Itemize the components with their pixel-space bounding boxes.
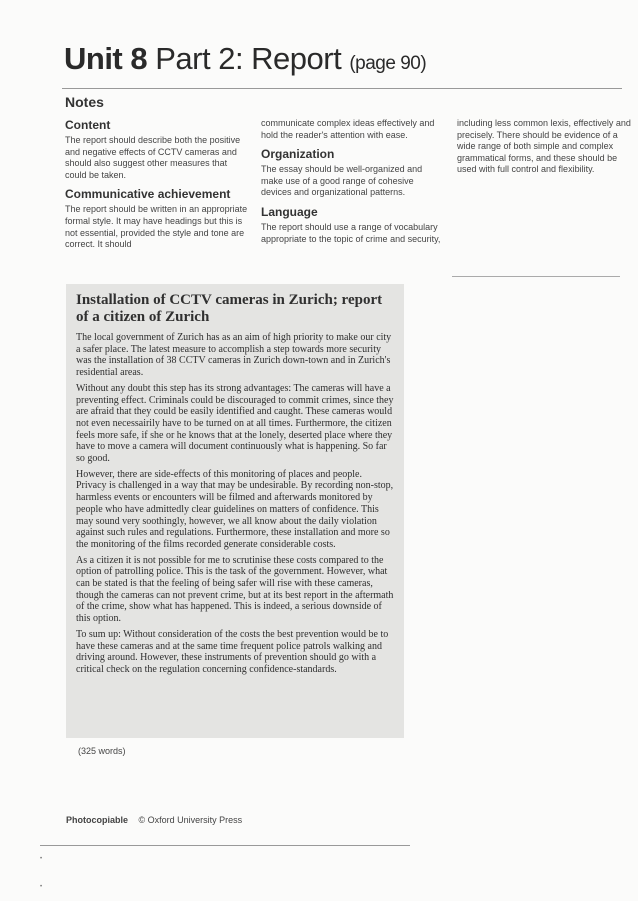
page-title xyxy=(64,41,426,77)
notes-column-2 xyxy=(261,118,446,251)
content-text: The report should describe both the positive and negative effects of CCTV cameras and should also suggest other measures that could be taken. xyxy=(65,135,241,180)
word-count: (325 words) xyxy=(78,746,126,756)
report-paragraph-3: However, there are side-effects of this monitoring of places and people. Privacy is challenged in a way that may be undesirable. By recording non-stop, harmless events or encounters will be filmed and afterwards monitored by people who have admittedly clear guidelines on matters of confidence. This may sound very soothingly, however, we all know about the daily violation against such rules and regulations. Furthermore, these installation and more so the monitoring of the films recorded generate considerable costs. xyxy=(76,468,394,550)
notes-column-3 xyxy=(457,118,637,182)
sample-report-box xyxy=(66,284,404,738)
organization-text: The essay should be well-organized and make use of a good range of cohesive devices and organizational patterns. xyxy=(261,164,423,198)
notes-divider xyxy=(452,276,620,277)
communicative-heading: Communicative achievement xyxy=(65,187,231,202)
report-paragraph-5: To sum up: Without consideration of the costs the best prevention would be to have these cameras and at the same time frequent police patrols walking and driving around. However, these instruments of prevention should go with a critical check on the regulation concerning confidence-standards. xyxy=(76,628,389,675)
notes-column-1 xyxy=(65,118,250,257)
unit-label: Unit 8 xyxy=(64,41,148,76)
report-title: Installation of CCTV cameras in Zurich; report of a citizen of Zurich xyxy=(76,292,383,325)
scan-mark: • xyxy=(40,884,43,890)
part-label: Part 2: Report xyxy=(147,41,350,76)
photocopiable-label: Photocopiable xyxy=(66,815,129,825)
organization-heading: Organization xyxy=(261,147,335,162)
language-text: The report should use a range of vocabulary appropriate to the topic of crime and security, xyxy=(261,221,441,244)
title-divider xyxy=(62,88,622,89)
report-paragraph-2: Without any doubt this step has its strong advantages: The cameras will have a preventing effect. Criminals could be discouraged to commit crimes, since they are afraid that they could be easily identified and caught. These cameras would not even necessairily have to be turned on at all times. Furthermore, the citizen feels more safe, if she or he knows that at the lonely, deserted place where they have to move a camera will document continuously what is happening. So far so good. xyxy=(76,382,394,465)
content-heading: Content xyxy=(65,118,111,132)
copyright-notice: © Oxford University Press xyxy=(138,815,243,825)
language-heading: Language xyxy=(261,204,318,219)
scan-mark: • xyxy=(40,856,43,862)
notes-heading: Notes xyxy=(65,94,104,110)
report-paragraph-1: The local government of Zurich has as an aim of high priority to make our city a safer place. The latest measure to accomplish a step towards more security was the installation of 38 CCTV cameras in Zurich down-town and in Zurich's residential areas. xyxy=(76,332,392,379)
page-reference: (page 90) xyxy=(349,53,427,74)
communicative-text: The report should be written in an appropriate formal style. It may have headings but this is not essential, provided the style and tone are correct. It should xyxy=(65,204,248,250)
language-text-continued: including less common lexis, effectively and precisely. There should be evidence of a wide range of both simple and complex grammatical forms, and these should be used with full control and flexibility. xyxy=(457,118,631,175)
communicative-text-continued: communicate complex ideas effectively and hold the reader's attention with ease. xyxy=(261,118,435,140)
footer-divider xyxy=(40,845,410,846)
report-paragraph-4: As a citizen it is not possible for me to scrutinise these costs compared to the option of patrolling police. This is the task of the government. However, what can be stated is that the feeling of being safer will rise with these cameras, though the cameras can not prevent crime, but at its best report in the aftermath of the crime, show what has happened. This is indeed, a serious downside of this option. xyxy=(76,554,394,625)
footer xyxy=(66,815,242,825)
